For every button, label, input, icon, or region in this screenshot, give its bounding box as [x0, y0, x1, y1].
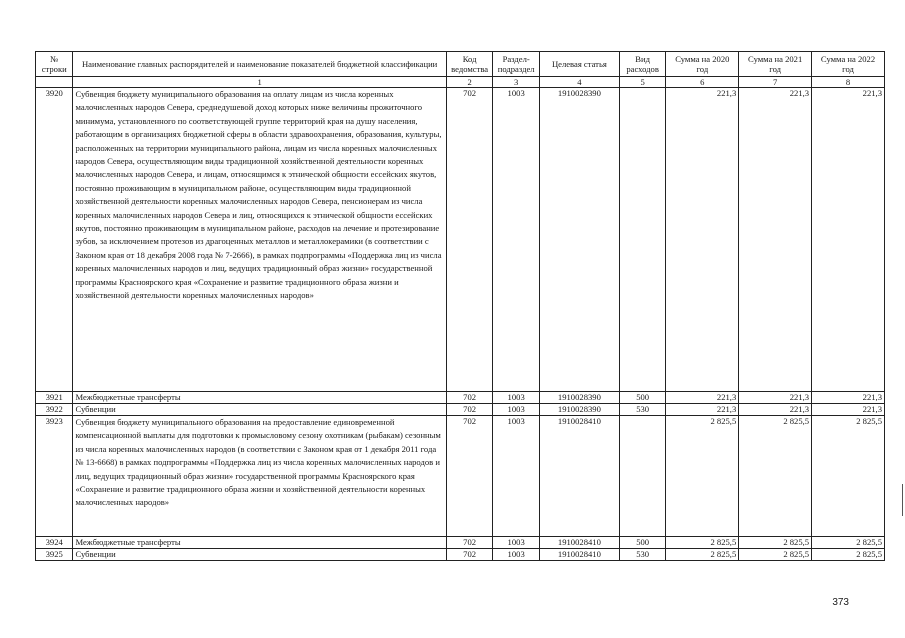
column-number: 8 [812, 77, 885, 88]
column-number: 5 [619, 77, 666, 88]
table-row [36, 88, 885, 392]
table-row [36, 404, 885, 416]
header-sum-2022: Сумма на 2022 год [812, 52, 885, 77]
column-number: 7 [739, 77, 812, 88]
column-number: 2 [446, 77, 493, 88]
section-code: 1003 [493, 416, 540, 537]
expense-type: 530 [619, 549, 666, 561]
target-article: 1910028410 [539, 416, 619, 537]
expense-type: 500 [619, 392, 666, 404]
sum-2021: 2 825,5 [739, 537, 812, 549]
target-article: 1910028410 [539, 549, 619, 561]
column-number: 1 [73, 77, 446, 88]
sum-2020: 221,3 [666, 88, 739, 392]
sum-2020: 221,3 [666, 392, 739, 404]
page-number: 373 [832, 597, 849, 608]
section-code: 1003 [493, 392, 540, 404]
dept-code: 702 [446, 404, 493, 416]
dept-code: 702 [446, 549, 493, 561]
scan-margin-mark [902, 484, 903, 516]
dept-code: 702 [446, 416, 493, 537]
table-row [36, 392, 885, 404]
section-code: 1003 [493, 537, 540, 549]
header-section: Раздел-подраздел [493, 52, 540, 77]
sum-2021: 2 825,5 [739, 416, 812, 537]
header-name: Наименование главных распорядителей и наименование показателей бюджетной классификации [73, 52, 446, 77]
sum-2022: 2 825,5 [812, 549, 885, 561]
sum-2020: 2 825,5 [666, 416, 739, 537]
section-code: 1003 [493, 88, 540, 392]
sum-2021: 221,3 [739, 392, 812, 404]
section-code: 1003 [493, 549, 540, 561]
expense-type [619, 416, 666, 537]
expense-type [619, 88, 666, 392]
item-name: Межбюджетные трансферты [73, 392, 446, 404]
table-row [36, 537, 885, 549]
sum-2020: 221,3 [666, 404, 739, 416]
sum-2021: 221,3 [739, 88, 812, 392]
expense-type: 530 [619, 404, 666, 416]
column-number: 4 [539, 77, 619, 88]
line-number: 3925 [36, 549, 73, 561]
item-name: Субвенция бюджету муниципального образования на предоставление единовременной компенсационной выплаты для подготовки к промысловому сезону охотникам (рыбакам) сезонным из числа коренных малочисленных народов (в соответствии с Законом края от 1 декабря 2011 года № 13-6668) в рамках подпрограммы «Поддержка лиц из числа коренных малочисленных народов и лиц, ведущих традиционный образ жизни» государственной программы Красноярского края «Сохранение и развитие традиционного образа жизни и хозяйственной деятельности коренных малочисленных народов» [73, 416, 446, 537]
item-name: Межбюджетные трансферты [73, 537, 446, 549]
sum-2020: 2 825,5 [666, 549, 739, 561]
column-number-row [36, 77, 885, 88]
line-number: 3924 [36, 537, 73, 549]
header-sum-2020: Сумма на 2020 год [666, 52, 739, 77]
sum-2022: 2 825,5 [812, 537, 885, 549]
header-line-number: № строки [36, 52, 73, 77]
header-row [36, 52, 885, 77]
budget-table [35, 51, 885, 561]
sum-2022: 2 825,5 [812, 416, 885, 537]
target-article: 1910028410 [539, 537, 619, 549]
line-number: 3920 [36, 88, 73, 392]
dept-code: 702 [446, 537, 493, 549]
line-number: 3923 [36, 416, 73, 537]
column-number: 6 [666, 77, 739, 88]
target-article: 1910028390 [539, 404, 619, 416]
item-name: Субвенция бюджету муниципального образования на оплату лицам из числа коренных малочисленных народов Севера, среднедушевой доход которых ниже величины прожиточного минимума, установленного по соответствующей группе территорий края на душу населения, работающим в организациях бюджетной сферы в области здравоохранения, образования, культуры, расположенных на территории муниципального района, лицам из числа коренных малочисленных народов Севера, осуществляющим виды традиционной хозяйственной деятельности коренных малочисленных народов Севера, и лицам, относящимся к этнической общности ессейских якутов, постоянно проживающим в муниципальном районе, осуществляющим виды традиционной хозяйственной деятельности коренных малочисленных народов Севера, пенсионерам из числа коренных малочисленных народов Севера и лиц, относящихся к этнической общности ессейских якутов, постоянно проживающим в муниципальном районе, расходов на лечение и протезирование зубов, за исключением протезов из драгоценных металлов и металлокерамики (в соответствии с Законом края от 18 декабря 2008 года № 7-2666), в рамках подпрограммы «Поддержка лиц из числа коренных малочисленных народов и лиц, ведущих традиционный образ жизни» государственной программы Красноярского края «Сохранение и развитие традиционного образа жизни и хозяйственной деятельности коренных малочисленных народов» [73, 88, 446, 392]
sum-2021: 221,3 [739, 404, 812, 416]
section-code: 1003 [493, 404, 540, 416]
header-sum-2021: Сумма на 2021 год [739, 52, 812, 77]
target-article: 1910028390 [539, 392, 619, 404]
header-target-article: Целевая статья [539, 52, 619, 77]
sum-2022: 221,3 [812, 392, 885, 404]
expense-type: 500 [619, 537, 666, 549]
column-number [36, 77, 73, 88]
item-name: Субвенции [73, 404, 446, 416]
item-name: Субвенции [73, 549, 446, 561]
sum-2022: 221,3 [812, 88, 885, 392]
sum-2021: 2 825,5 [739, 549, 812, 561]
header-expense-type: Вид расходов [619, 52, 666, 77]
dept-code: 702 [446, 392, 493, 404]
table-row [36, 416, 885, 537]
line-number: 3922 [36, 404, 73, 416]
line-number: 3921 [36, 392, 73, 404]
column-number: 3 [493, 77, 540, 88]
sum-2022: 221,3 [812, 404, 885, 416]
table-row [36, 549, 885, 561]
dept-code: 702 [446, 88, 493, 392]
header-dept-code: Код ведомства [446, 52, 493, 77]
sum-2020: 2 825,5 [666, 537, 739, 549]
target-article: 1910028390 [539, 88, 619, 392]
